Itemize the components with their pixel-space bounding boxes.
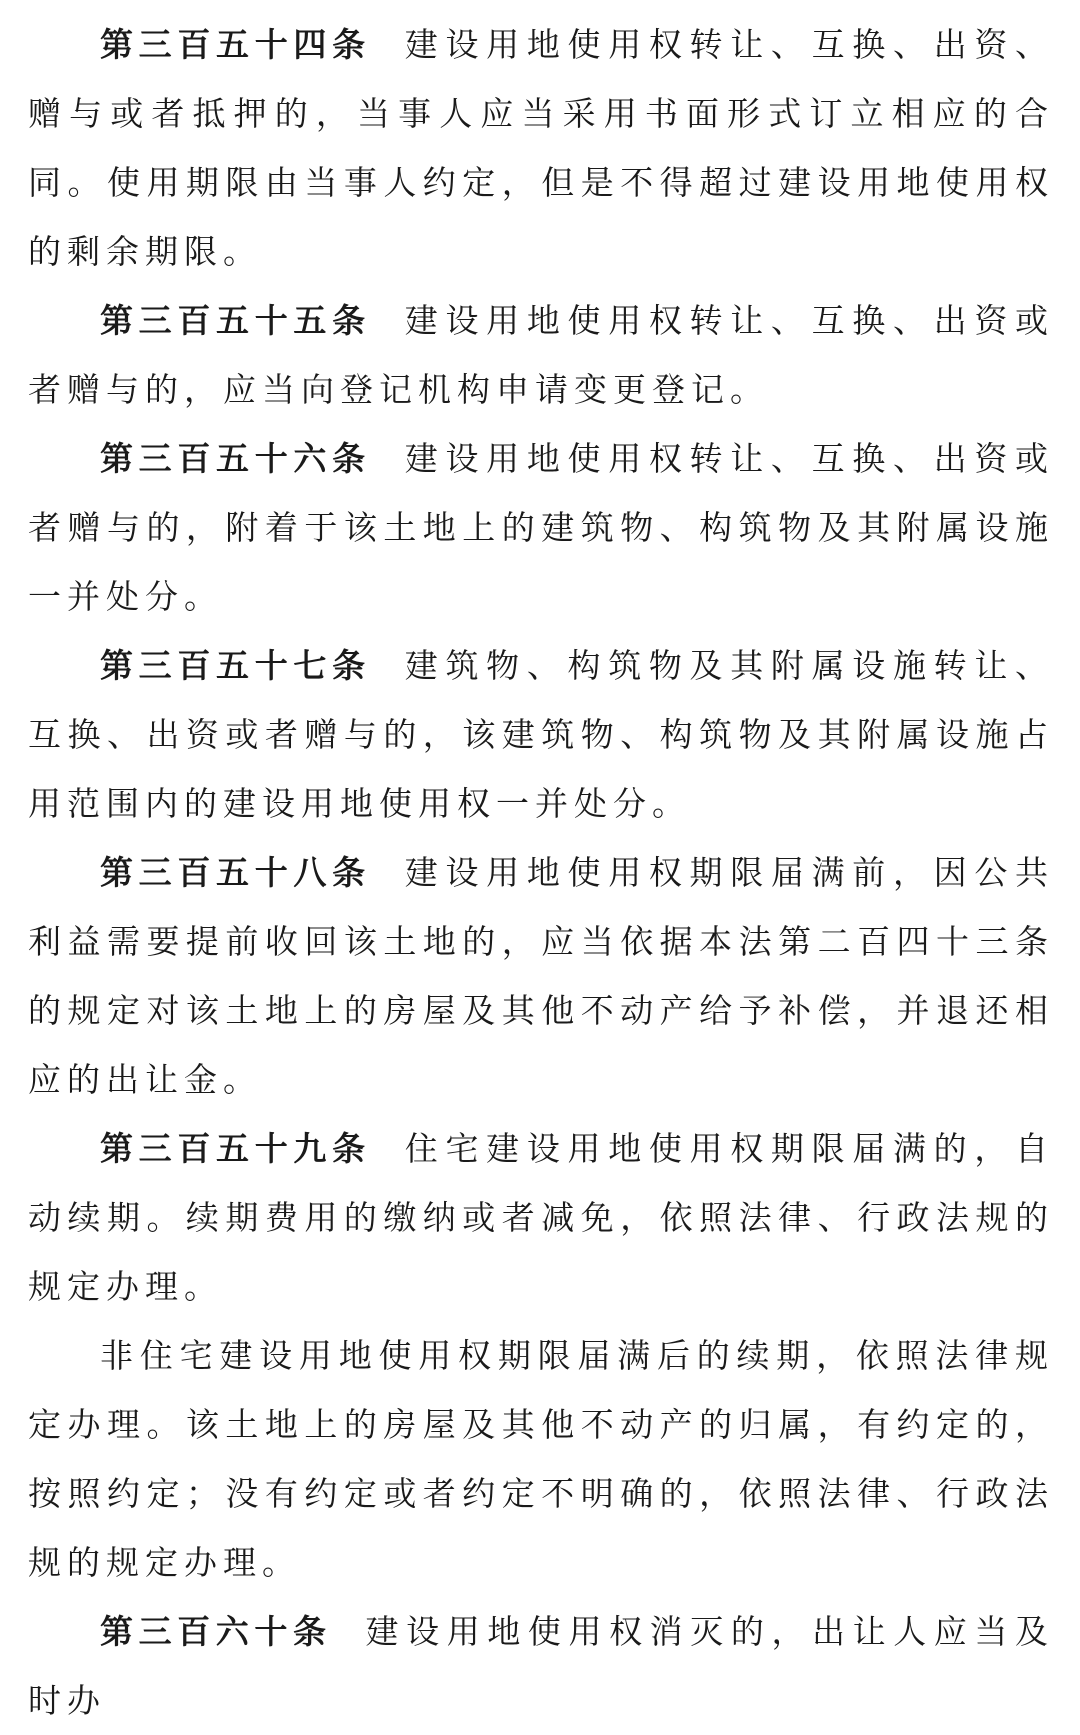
article-number: 第三百五十五条 [100, 301, 371, 340]
article-358 [28, 838, 1054, 1114]
article-number: 第三百五十九条 [100, 1129, 371, 1168]
article-text: 建筑物、构筑物及其附属设施转让、互换、出资或者赠与的，该建筑物、构筑物及其附属设施占用范围内的建设用地使用权一并处分。 [28, 646, 1055, 823]
article-text: 建设用地使用权期限届满前，因公共利益需要提前收回该土地的，应当依据本法第二百四十三条的规定对该土地上的房屋及其他不动产给予补偿，并退还相应的出让金。 [28, 853, 1055, 1099]
article-text: 住宅建设用地使用权期限届满的，自动续期。续期费用的缴纳或者减免，依照法律、行政法规的规定办理。 [28, 1129, 1055, 1306]
article-text: 建设用地使用权转让、互换、出资、赠与或者抵押的，当事人应当采用书面形式订立相应的合同。使用期限由当事人约定，但是不得超过建设用地使用权的剩余期限。 [28, 25, 1055, 271]
article-359-paragraph-2 [28, 1321, 1054, 1597]
article-354 [28, 10, 1054, 286]
article-number: 第三百六十条 [100, 1612, 332, 1651]
article-356 [28, 424, 1054, 631]
article-number: 第三百五十六条 [100, 439, 371, 478]
article-text: 建设用地使用权转让、互换、出资或者赠与的，附着于该土地上的建筑物、构筑物及其附属设施一并处分。 [28, 439, 1055, 616]
article-text: 建设用地使用权消灭的，出让人应当及时办 [28, 1612, 1055, 1720]
document-page [28, 0, 1054, 1735]
article-text: 非住宅建设用地使用权期限届满后的续期，依照法律规定办理。该土地上的房屋及其他不动产的归属，有约定的，按照约定；没有约定或者约定不明确的，依照法律、行政法规的规定办理。 [28, 1336, 1054, 1582]
article-359 [28, 1114, 1054, 1321]
article-number: 第三百五十八条 [100, 853, 371, 892]
article-355 [28, 286, 1054, 424]
article-text: 建设用地使用权转让、互换、出资或者赠与的，应当向登记机构申请变更登记。 [28, 301, 1055, 409]
article-number: 第三百五十四条 [100, 25, 371, 64]
article-number: 第三百五十七条 [100, 646, 371, 685]
article-357 [28, 631, 1054, 838]
article-360 [28, 1597, 1054, 1735]
